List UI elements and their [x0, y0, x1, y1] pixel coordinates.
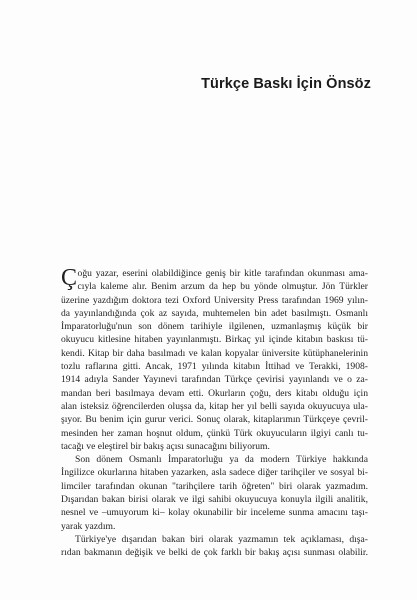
text-line: da yayınlandığında çok az sayıda, muhtemelen bin adet basılmıştı. Osmanlı — [61, 307, 368, 319]
text-line: tacağı ve eleştirel bir bakış açısı sunacağını biliyorum. — [61, 440, 270, 452]
text-line: Dışarıdan bakan birisi olarak ve ilgi sahibi okuyucuya konuyla ilgili analitik, — [61, 494, 368, 506]
text-line: 1914 adıyla Sander Yayınevi tarafından Türkçe çevirisi yayınlandı ve o za- — [61, 374, 368, 386]
text-line: Türkiye'ye dışarıdan bakan biri olarak yazmamın tek açıklaması, dışa- — [75, 533, 368, 545]
text-line: okuyucu kitlesine hitaben yayınlanmıştı. Birkaç yıl içinde kitabın baskısı tü- — [61, 334, 368, 346]
foreword-body — [61, 267, 368, 560]
text-line: limciler tarafından okunan "tarihçilere tarih öğreten" biri olarak yazmadım. — [61, 480, 368, 492]
drop-cap: Ç — [61, 265, 78, 291]
text-line: rıdan bakmanın değişik ve belki de çok farklı bir bakış açısı sunması olabilir. — [61, 547, 368, 559]
text-line: yarak yazdım. — [61, 520, 116, 532]
text-line: oğu yazar, eserini olabildiğince geniş bir kitle tarafından okunması ama- — [77, 268, 368, 279]
text-line: mandan beri basılmaya devam etti. Okurların çoğu, ders kitabı olduğu için — [61, 387, 368, 399]
text-line: İngilizce okurlarına hitaben yazarken, asla sadece diğer tarihçiler ve sosyal bi- — [61, 467, 368, 479]
text-line: nesnel ve –umuyorum ki– kolay okunabilir bir inceleme sunma amacını taşı- — [61, 507, 368, 519]
paragraph-1 — [61, 267, 368, 453]
paragraph-3 — [61, 533, 368, 560]
text-line: şıyor. Bu benim için gurur verici. Sonuç olarak, kitaplarımın Türkçeye çevril- — [61, 414, 368, 426]
text-line: mesinden her zaman hoşnut oldum, çünkü Türk okuyucuların ilgiyi canlı tu- — [61, 427, 368, 439]
text-line: tozlu raflarına gitti. Ancak, 1971 yılında kitabın İttihad ve Terakki, 1908- — [61, 361, 368, 373]
paragraph-2 — [61, 453, 368, 533]
text-line: kendi. Kitap bir daha basılmadı ve kalan kopyalar üniversite kütüphanelerinin — [61, 347, 368, 359]
text-line: üzerine yazdığım doktora tezi Oxford University Press tarafından 1969 yılın- — [61, 294, 368, 306]
text-line: İmparatorluğu'nun son dönem tarihiyle ilgilenen, uzmanlaşmış küçük bir — [61, 321, 368, 333]
text-line: cıyla kaleme alır. Benim arzum da hep bu yönde olmuştur. Jön Türkler — [77, 281, 368, 293]
text-line: alan isteksiz öğrencilerden oluşsa da, kitap her yıl belli sayıda okuyucuya ula- — [61, 400, 368, 412]
page-title: Türkçe Baskı İçin Önsöz — [201, 76, 371, 92]
text-line: Son dönem Osmanlı İmparatorluğu ya da modern Türkiye hakkında — [75, 454, 368, 466]
